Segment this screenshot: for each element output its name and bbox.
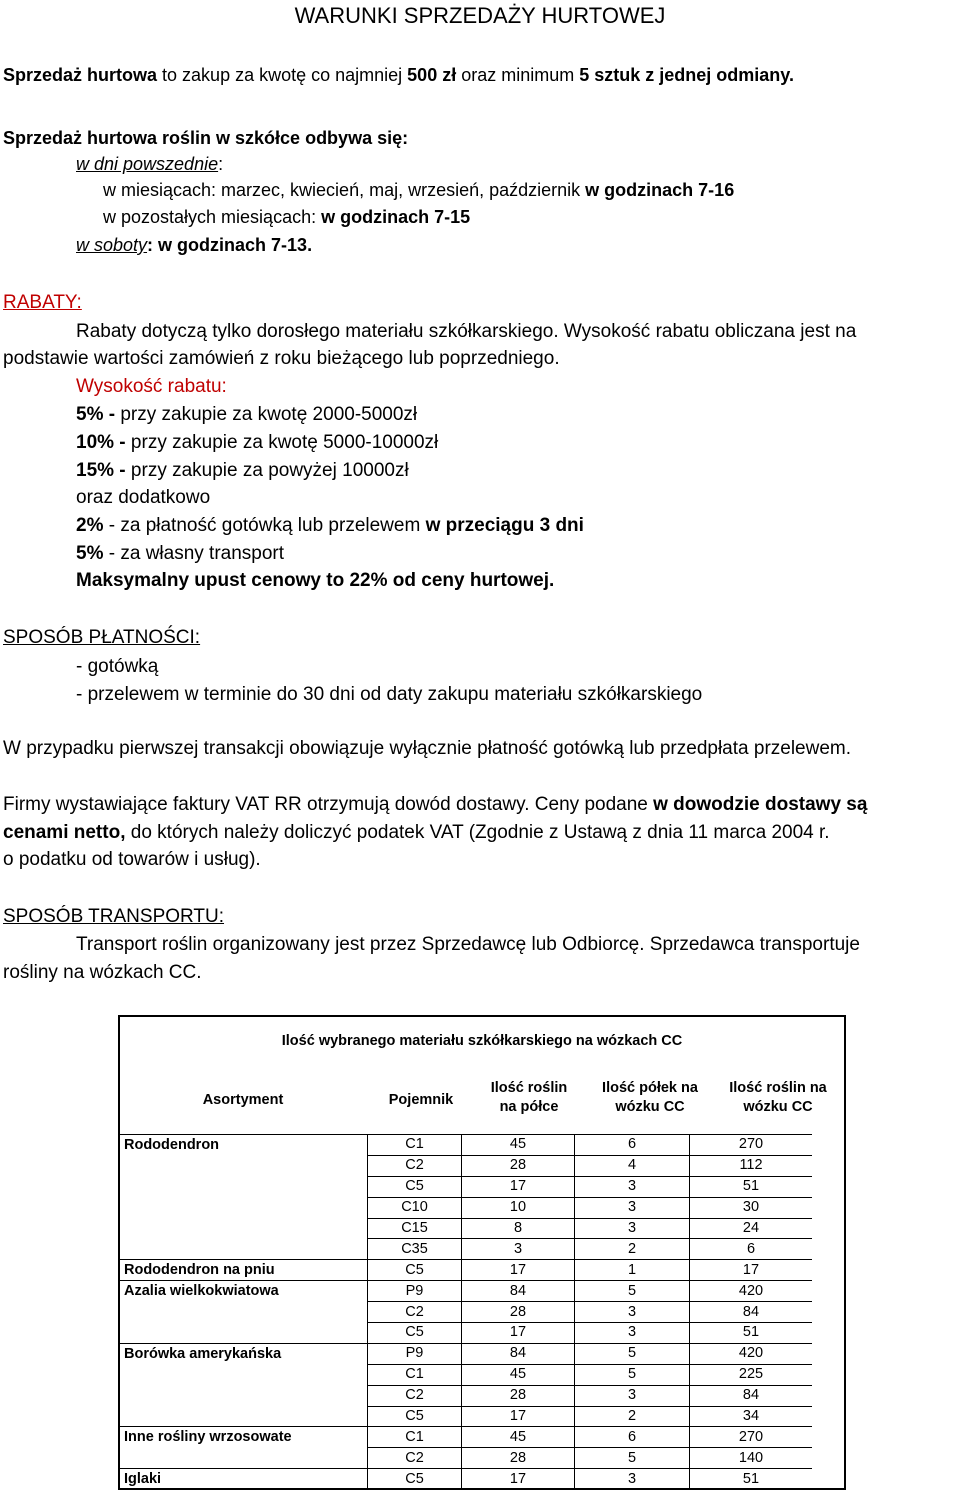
rate-1-pct: 5% - xyxy=(76,404,116,425)
header-plants-trolley-l2: wózku CC xyxy=(743,1099,813,1115)
cell-container: C2 xyxy=(368,1385,462,1406)
cell-plants-per-shelf: 28 xyxy=(462,1302,575,1323)
cell-plants-per-trolley: 140 xyxy=(690,1448,813,1469)
cell-plants-per-trolley: 24 xyxy=(690,1218,813,1239)
cell-container: C2 xyxy=(368,1302,462,1323)
cell-assortment xyxy=(120,1302,368,1323)
cell-plants-per-trolley: 225 xyxy=(690,1364,813,1385)
cell-plants-per-shelf: 28 xyxy=(462,1385,575,1406)
cell-shelves-per-trolley: 3 xyxy=(575,1218,690,1239)
header-plants-per-shelf-l2: na półce xyxy=(499,1099,559,1115)
cell-shelves-per-trolley: 3 xyxy=(575,1197,690,1218)
cell-plants-per-shelf: 28 xyxy=(462,1155,575,1176)
cell-shelves-per-trolley: 5 xyxy=(575,1364,690,1385)
table-body xyxy=(120,1134,812,1490)
cell-container: C1 xyxy=(368,1364,462,1385)
discount-rate-4 xyxy=(76,515,584,537)
table-row xyxy=(120,1323,812,1344)
table-row xyxy=(120,1176,812,1197)
rate-4-text: - za płatność gotówką lub przelewem xyxy=(103,515,426,536)
header-shelves-per-trolley xyxy=(588,1079,712,1117)
cell-assortment xyxy=(120,1197,368,1218)
cell-shelves-per-trolley: 2 xyxy=(575,1239,690,1260)
header-assortment xyxy=(178,1091,308,1110)
cell-shelves-per-trolley: 1 xyxy=(575,1260,690,1281)
cell-shelves-per-trolley: 3 xyxy=(575,1302,690,1323)
cell-container: C5 xyxy=(368,1323,462,1344)
cell-plants-per-trolley: 270 xyxy=(690,1135,813,1156)
intro-wholesale: Sprzedaż hurtowa xyxy=(3,65,158,85)
cell-shelves-per-trolley: 3 xyxy=(575,1176,690,1197)
transport-line-2: rośliny na wózkach CC. xyxy=(3,962,202,983)
cell-shelves-per-trolley: 3 xyxy=(575,1323,690,1344)
rate-5-text: - za własny transport xyxy=(103,543,285,564)
cell-container: C5 xyxy=(368,1469,462,1490)
cell-assortment xyxy=(120,1218,368,1239)
cell-plants-per-trolley: 34 xyxy=(690,1406,813,1427)
cell-shelves-per-trolley: 3 xyxy=(575,1385,690,1406)
header-assortment-text: Asortyment xyxy=(202,1092,284,1108)
table-row xyxy=(120,1155,812,1176)
intro-min-amount: 500 zł xyxy=(407,65,457,85)
cell-container: C35 xyxy=(368,1239,462,1260)
cell-assortment xyxy=(120,1364,368,1385)
header-plants-trolley-l1: Ilość roślin na xyxy=(729,1080,827,1096)
cell-shelves-per-trolley: 2 xyxy=(575,1406,690,1427)
discount-rate-1 xyxy=(76,404,417,426)
weekdays-label: w dni powszednie xyxy=(76,154,219,174)
months-b-text: w pozostałych miesiącach: xyxy=(103,207,322,227)
cell-container: C1 xyxy=(368,1427,462,1448)
cell-container: C5 xyxy=(368,1176,462,1197)
vat-line-3: o podatku od towarów i usług). xyxy=(3,849,261,870)
cell-assortment xyxy=(120,1406,368,1427)
cell-assortment: Azalia wielkokwiatowa xyxy=(120,1281,368,1302)
vat-text-a: Firmy wystawiające faktury VAT RR otrzymują dowód dostawy. Ceny podane xyxy=(3,794,654,815)
cell-shelves-per-trolley: 6 xyxy=(575,1135,690,1156)
cell-plants-per-shelf: 17 xyxy=(462,1260,575,1281)
cell-assortment: Rododendron xyxy=(120,1135,368,1156)
cell-assortment xyxy=(120,1323,368,1344)
cell-assortment: Iglaki xyxy=(120,1469,368,1490)
header-shelves-l2: wózku CC xyxy=(615,1099,685,1115)
cell-container: C2 xyxy=(368,1155,462,1176)
cell-plants-per-trolley: 84 xyxy=(690,1385,813,1406)
hours-months-a xyxy=(103,180,734,201)
table-row xyxy=(120,1364,812,1385)
rate-4-bold: w przeciągu 3 dni xyxy=(425,515,584,536)
cell-plants-per-trolley: 17 xyxy=(690,1260,813,1281)
months-a-hours: w godzinach 7-16 xyxy=(585,180,735,200)
cell-container: P9 xyxy=(368,1281,462,1302)
cell-plants-per-trolley: 270 xyxy=(690,1427,813,1448)
table-row xyxy=(120,1343,812,1364)
discount-rate-3 xyxy=(76,460,409,482)
cell-assortment: Borówka amerykańska xyxy=(120,1343,368,1364)
cell-plants-per-shelf: 10 xyxy=(462,1197,575,1218)
transport-line-1: Transport roślin organizowany jest przez Sprzedawcę lub Odbiorcę. Sprzedawca transportuje xyxy=(76,934,860,955)
table-row xyxy=(120,1239,812,1260)
payment-option-transfer: - przelewem w terminie do 30 dni od daty zakupu materiału szkółkarskiego xyxy=(76,684,703,705)
intro-text-2: oraz minimum xyxy=(456,65,580,85)
discount-rate-5 xyxy=(76,543,284,565)
cell-shelves-per-trolley: 4 xyxy=(575,1155,690,1176)
cell-plants-per-trolley: 84 xyxy=(690,1302,813,1323)
vat-line-1 xyxy=(3,794,867,816)
payment-first-transaction: W przypadku pierwszej transakcji obowiązuje wyłącznie płatność gotówką lub przedpłata przelewem. xyxy=(3,738,852,759)
discounts-line-1: Rabaty dotyczą tylko dorosłego materiału szkółkarskiego. Wysokość rabatu obliczana jest na xyxy=(76,321,857,342)
rate-1-text: przy zakupie za kwotę 2000-5000zł xyxy=(115,404,418,425)
transport-heading: SPOSÓB TRANSPORTU: xyxy=(3,906,225,927)
rate-3-pct: 15% - xyxy=(76,460,126,481)
cell-shelves-per-trolley: 3 xyxy=(575,1469,690,1490)
saturday-hours: : w godzinach 7-13. xyxy=(147,235,313,255)
weekdays-colon: : xyxy=(218,154,224,174)
table-row xyxy=(120,1469,812,1490)
payment-option-cash: - gotówką xyxy=(76,656,159,677)
cell-assortment: Rododendron na pniu xyxy=(120,1260,368,1281)
rate-5-pct: 5% xyxy=(76,543,104,564)
table-row xyxy=(120,1218,812,1239)
table-row xyxy=(120,1197,812,1218)
header-shelves-l1: Ilość półek na xyxy=(602,1080,698,1096)
header-container xyxy=(366,1091,476,1110)
hours-weekdays xyxy=(76,154,223,175)
intro-text-1: to zakup za kwotę co najmniej xyxy=(157,65,408,85)
vat-text-c: cenami netto, xyxy=(3,822,126,843)
discount-max: Maksymalny upust cenowy to 22% od ceny hurtowej. xyxy=(76,570,555,591)
cell-plants-per-trolley: 51 xyxy=(690,1176,813,1197)
table-row xyxy=(120,1427,812,1448)
cell-plants-per-trolley: 51 xyxy=(690,1323,813,1344)
cell-plants-per-shelf: 84 xyxy=(462,1281,575,1302)
cell-plants-per-trolley: 420 xyxy=(690,1343,813,1364)
saturday-label: w soboty xyxy=(76,235,148,255)
cell-plants-per-shelf: 84 xyxy=(462,1343,575,1364)
cell-plants-per-trolley: 30 xyxy=(690,1197,813,1218)
cell-plants-per-shelf: 3 xyxy=(462,1239,575,1260)
page-title: WARUNKI SPRZEDAŻY HURTOWEJ xyxy=(294,3,666,28)
cell-shelves-per-trolley: 5 xyxy=(575,1281,690,1302)
hours-heading: Sprzedaż hurtowa roślin w szkółce odbywa się: xyxy=(3,128,409,148)
cell-assortment xyxy=(120,1176,368,1197)
cell-plants-per-shelf: 17 xyxy=(462,1323,575,1344)
months-a-text: w miesiącach: marzec, kwiecień, maj, wrzesień, październik xyxy=(103,180,586,200)
cell-plants-per-trolley: 420 xyxy=(690,1281,813,1302)
cell-container: C5 xyxy=(368,1406,462,1427)
cell-plants-per-shelf: 45 xyxy=(462,1135,575,1156)
months-b-hours: w godzinach 7-15 xyxy=(321,207,471,227)
hours-months-b xyxy=(103,207,470,228)
cell-assortment xyxy=(120,1239,368,1260)
cell-container: C10 xyxy=(368,1197,462,1218)
table-row xyxy=(120,1281,812,1302)
table-row xyxy=(120,1135,812,1156)
cell-plants-per-shelf: 17 xyxy=(462,1406,575,1427)
table-row xyxy=(120,1302,812,1323)
rate-3-text: przy zakupie za powyżej 10000zł xyxy=(125,460,409,481)
cell-shelves-per-trolley: 5 xyxy=(575,1343,690,1364)
cell-container: C1 xyxy=(368,1135,462,1156)
cell-container: P9 xyxy=(368,1343,462,1364)
discounts-line-2: podstawie wartości zamówień z roku bieżącego lub poprzedniego. xyxy=(3,348,560,369)
vat-text-b: w dowodzie dostawy są xyxy=(653,794,868,815)
discounts-heading: RABATY: xyxy=(3,292,82,313)
cell-assortment xyxy=(120,1155,368,1176)
intro-min-qty: 5 sztuk z jednej odmiany. xyxy=(579,65,794,85)
discount-rate-2 xyxy=(76,432,438,454)
cell-plants-per-trolley: 51 xyxy=(690,1469,813,1490)
payment-heading: SPOSÓB PŁATNOŚCI: xyxy=(3,627,201,648)
hours-saturday xyxy=(76,235,312,256)
cell-plants-per-shelf: 17 xyxy=(462,1469,575,1490)
table-row xyxy=(120,1406,812,1427)
table-row xyxy=(120,1385,812,1406)
cell-plants-per-shelf: 45 xyxy=(462,1427,575,1448)
rate-2-text: przy zakupie za kwotę 5000-10000zł xyxy=(125,432,439,453)
header-container-text: Pojemnik xyxy=(388,1092,454,1108)
cell-plants-per-shelf: 17 xyxy=(462,1176,575,1197)
header-plants-per-trolley xyxy=(716,1079,840,1117)
cell-shelves-per-trolley: 6 xyxy=(575,1427,690,1448)
cell-assortment xyxy=(120,1385,368,1406)
rate-2-pct: 10% - xyxy=(76,432,126,453)
cell-container: C5 xyxy=(368,1260,462,1281)
cell-shelves-per-trolley: 5 xyxy=(575,1448,690,1469)
cell-plants-per-trolley: 112 xyxy=(690,1155,813,1176)
cell-assortment: Inne rośliny wrzosowate xyxy=(120,1427,368,1448)
cell-container: C15 xyxy=(368,1218,462,1239)
cell-plants-per-shelf: 8 xyxy=(462,1218,575,1239)
cell-plants-per-shelf: 28 xyxy=(462,1448,575,1469)
cell-assortment xyxy=(120,1448,368,1469)
intro-line xyxy=(3,65,794,86)
table-row xyxy=(120,1260,812,1281)
header-plants-per-shelf xyxy=(476,1079,582,1117)
cell-container: C2 xyxy=(368,1448,462,1469)
header-plants-per-shelf-l1: Ilość roślin xyxy=(490,1080,568,1096)
vat-line-2 xyxy=(3,822,958,844)
discount-additional: oraz dodatkowo xyxy=(76,487,211,508)
cell-plants-per-trolley: 6 xyxy=(690,1239,813,1260)
discount-rate-heading: Wysokość rabatu: xyxy=(76,376,227,397)
table-row xyxy=(120,1448,812,1469)
rate-4-pct: 2% xyxy=(76,515,104,536)
vat-text-d: do których należy doliczyć podatek VAT (Zgodnie z Ustawą z dnia 11 marca 2004 r. xyxy=(125,822,830,843)
cc-trolley-table xyxy=(118,1015,846,1490)
cell-plants-per-shelf: 45 xyxy=(462,1364,575,1385)
table-caption: Ilość wybranego materiału szkółkarskiego na wózkach CC xyxy=(281,1033,683,1049)
